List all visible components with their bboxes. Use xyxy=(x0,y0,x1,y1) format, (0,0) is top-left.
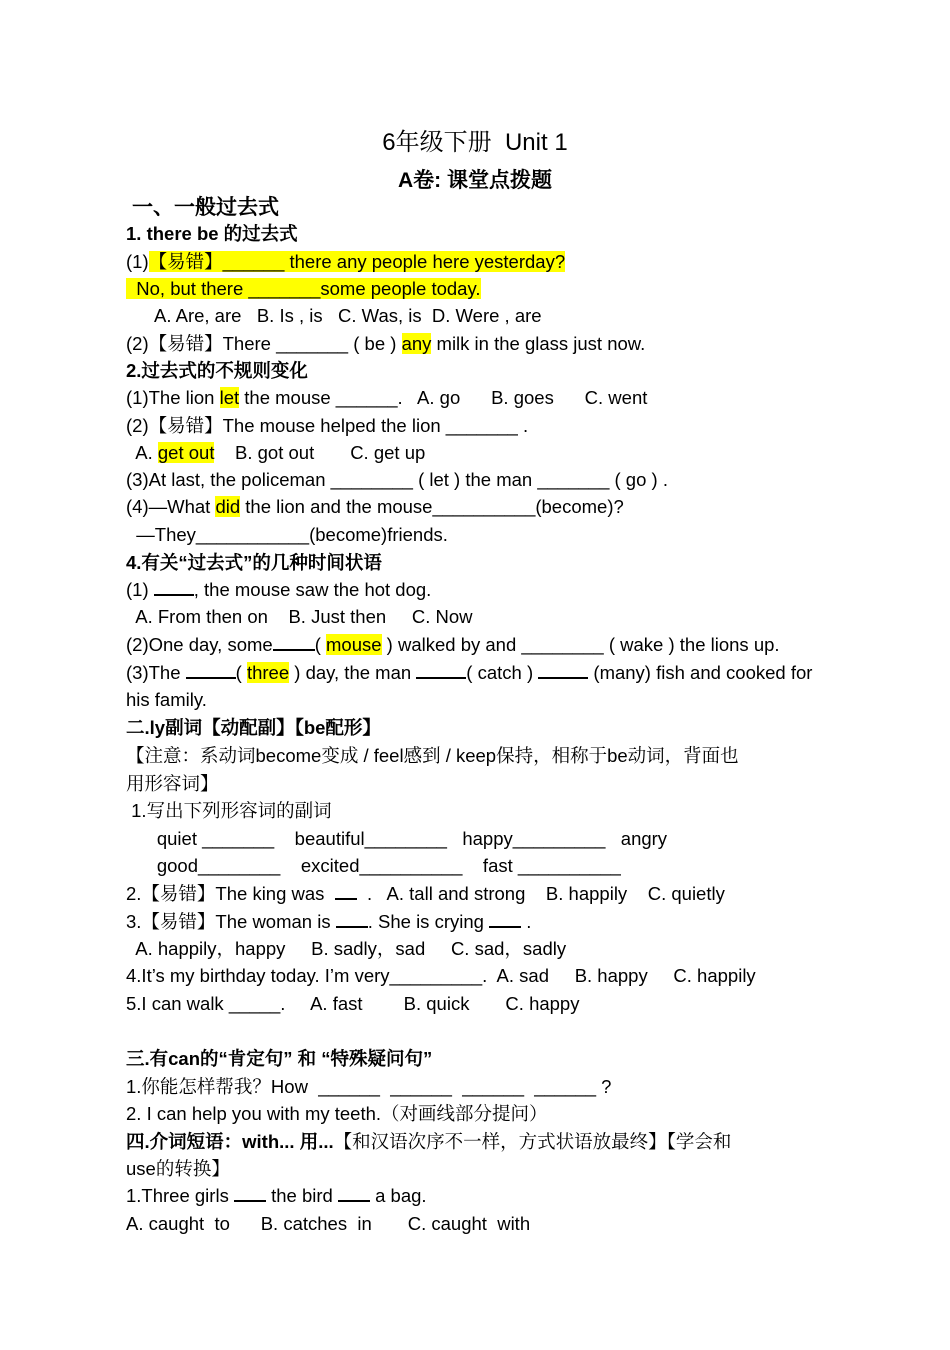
question-text: (2)One day, some xyxy=(126,634,273,655)
option-text: A. xyxy=(126,442,158,463)
answer-blank xyxy=(538,661,588,679)
option-text: B. got out C. get up xyxy=(214,442,426,463)
section-1-sub4: 4.有关“过去式”的几种时间状语 xyxy=(126,552,382,573)
highlighted-text: let xyxy=(219,387,240,408)
heading-text: 四.介词短语：with... 用... xyxy=(126,1131,334,1152)
question-line xyxy=(126,1184,427,1208)
question-text: (4)—What xyxy=(126,496,216,517)
answer-options: A. caught to B. catches in C. caught with xyxy=(126,1213,531,1234)
section-1-sub2: 2.过去式的不规则变化 xyxy=(126,360,308,381)
question-line: 1.写出下列形容词的副词 xyxy=(126,800,332,821)
question-text: the mouse ______. A. go B. goes C. went xyxy=(239,387,648,408)
question-text: 3.【易错】The woman is xyxy=(126,911,336,932)
section-1-heading: 一、一般过去式 xyxy=(132,196,279,219)
question-line xyxy=(126,386,647,410)
note-line: 【注意：系动词become变成 / feel感到 / keep保持，相称于be动词，背面也 xyxy=(126,745,739,766)
question-text: . A. tall and strong B. happily C. quietly xyxy=(356,883,725,904)
question-line xyxy=(126,910,531,934)
question-text: ) day, the man xyxy=(289,662,417,683)
question-text: ) walked by and ________ ( wake ) the lions up. xyxy=(381,634,780,655)
question-text: (1) xyxy=(126,579,154,600)
word-list: quiet _______ beautiful________ happy_________ angry xyxy=(126,828,668,849)
answer-blank xyxy=(416,661,466,679)
question-text: (1)The lion xyxy=(126,387,220,408)
answer-blank xyxy=(234,1184,266,1202)
question-line: (2)【易错】The mouse helped the lion _______ . xyxy=(126,415,529,436)
highlighted-text: mouse xyxy=(326,634,382,655)
document-title: 6年级下册 Unit 1 xyxy=(382,129,568,156)
question-text: (2)【易错】There _______ ( be ) xyxy=(126,333,402,354)
answer-blank xyxy=(186,661,236,679)
question-line xyxy=(126,882,725,906)
section-4-heading xyxy=(126,1130,731,1154)
answer-options xyxy=(126,441,425,465)
word-list: good________ excited__________ fast __________ xyxy=(126,855,621,876)
section-2-heading: 二.ly副词【动配副】【be配形】 xyxy=(126,717,381,738)
question-text: the bird xyxy=(265,1185,338,1206)
question-line xyxy=(126,633,780,657)
question-line: 4.It’s my birthday today. I’m very_________. A. sad B. happy C. happily xyxy=(126,965,756,986)
question-text: ( catch ) xyxy=(466,662,539,683)
highlighted-text: get out xyxy=(157,442,215,463)
answer-options: A. happily，happy B. sadly，sad C. sad，sadly xyxy=(126,938,567,959)
answer-blank xyxy=(336,910,368,928)
highlighted-text: No, but there _______some people today. xyxy=(126,278,481,299)
question-line xyxy=(126,661,812,685)
section-4-heading-cont: use的转换】 xyxy=(126,1158,230,1179)
question-line: —They___________(become)friends. xyxy=(126,524,448,545)
document-subtitle: A卷: 课堂点拨题 xyxy=(398,169,552,192)
answer-options: A. From then on B. Just then C. Now xyxy=(126,606,473,627)
question-text: . xyxy=(521,911,532,932)
question-text: , the mouse saw the hot dog. xyxy=(193,579,432,600)
note-line: 用形容词】 xyxy=(126,773,219,794)
answer-blank xyxy=(335,882,357,900)
question-text: milk in the glass just now. xyxy=(431,333,646,354)
question-line: his family. xyxy=(126,689,207,710)
section-3-heading: 三.有can的“肯定句” 和 “特殊疑问句” xyxy=(126,1048,433,1069)
question-text: 2.【易错】The king was xyxy=(126,883,335,904)
question-line: 1.你能怎样帮我？How ______ ______ ______ ______ ? xyxy=(126,1076,612,1097)
question-line xyxy=(126,332,645,356)
question-text: ( xyxy=(314,634,327,655)
question-text: (many) fish and cooked for xyxy=(588,662,813,683)
question-text: the lion and the mouse__________(become)? xyxy=(240,496,624,517)
highlighted-text: any xyxy=(401,333,432,354)
answer-blank xyxy=(489,910,521,928)
question-line xyxy=(126,277,481,301)
question-line xyxy=(126,578,431,602)
question-line: 5.I can walk _____. A. fast B. quick C. happy xyxy=(126,993,580,1014)
question-number: (1) xyxy=(126,251,149,272)
question-line xyxy=(126,250,565,274)
section-1-sub1: 1. there be 的过去式 xyxy=(126,223,298,244)
highlighted-text: 【易错】______ there any people here yesterday? xyxy=(148,251,566,272)
answer-blank xyxy=(154,578,194,596)
highlighted-text: did xyxy=(215,496,241,517)
question-text: (3)The xyxy=(126,662,186,683)
question-text: ( xyxy=(235,662,247,683)
question-line: 2. I can help you with my teeth.（对画线部分提问） xyxy=(126,1103,548,1124)
answer-blank xyxy=(338,1184,370,1202)
question-line: (3)At last, the policeman ________ ( let ) the man _______ ( go ) . xyxy=(126,469,668,490)
heading-text: 【和汉语次序不一样，方式状语放最终】【学会和 xyxy=(333,1131,732,1152)
highlighted-text: three xyxy=(246,662,290,683)
question-text: 1.Three girls xyxy=(126,1185,234,1206)
question-line xyxy=(126,495,624,519)
answer-options: A. Are, are B. Is , is C. Was, is D. Were , are xyxy=(154,305,542,326)
question-text: a bag. xyxy=(369,1185,427,1206)
answer-blank xyxy=(273,633,315,651)
question-text: . She is crying xyxy=(367,911,490,932)
